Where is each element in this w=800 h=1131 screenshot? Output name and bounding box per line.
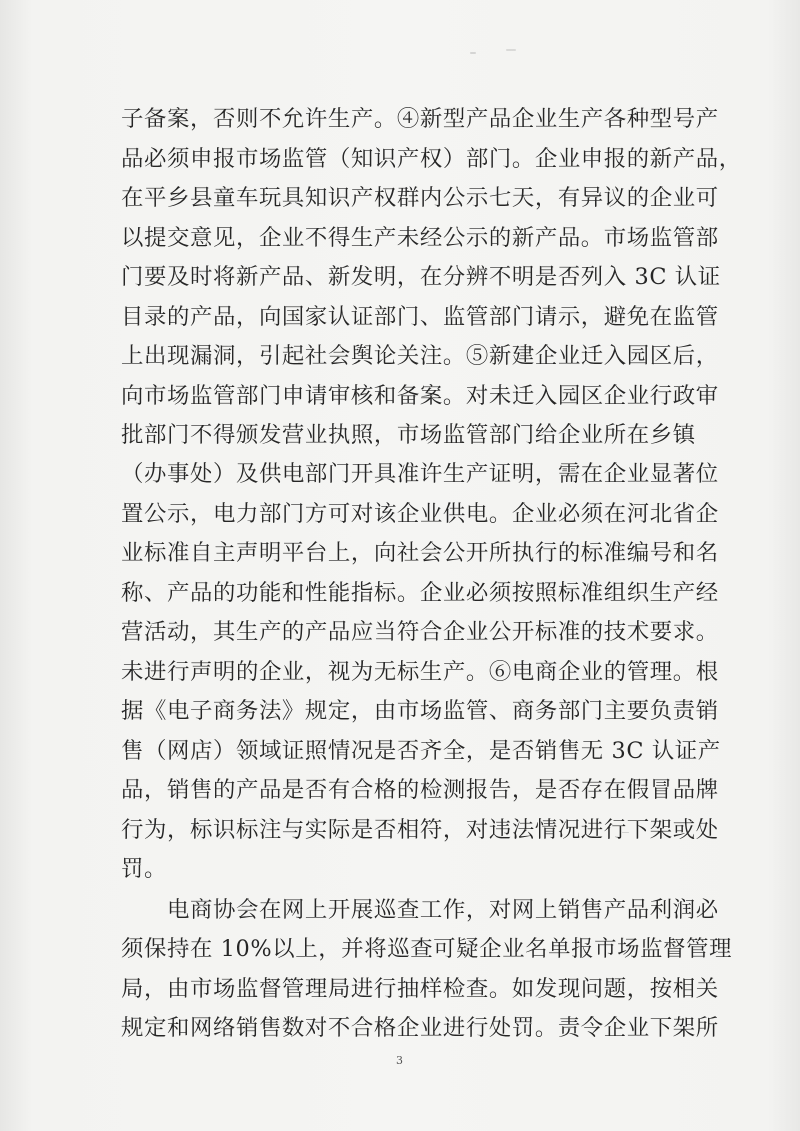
text-line: 门要及时将新产品、新发明，在分辨不明是否列入 3C 认证 — [121, 264, 721, 290]
text-line: 据《电子商务法》规定，由市场监管、商务部门主要负责销 — [121, 698, 719, 724]
text-line: 未进行声明的企业，视为无标生产。⑥电商企业的管理。根 — [121, 659, 719, 685]
text-line: 罚。 — [121, 856, 167, 882]
text-line: 局，由市场监督管理局进行抽样检查。如发现问题，按相关 — [121, 976, 719, 1002]
text-line: 电商协会在网上开展巡查工作，对网上销售产品利润必 — [121, 897, 719, 923]
text-line: 须保持在 10%以上，并将巡查可疑企业名单报市场监督管理 — [121, 936, 733, 962]
text-line: 在平乡县童车玩具知识产权群内公示七天，有异议的企业可 — [121, 185, 719, 211]
scan-speck — [470, 52, 476, 54]
text-line: 目录的产品，向国家认证部门、监管部门请示，避免在监管 — [121, 304, 719, 330]
page-number: 3 — [396, 1054, 403, 1067]
text-line: 行为，标识标注与实际是否相符，对违法情况进行下架或处 — [121, 817, 719, 843]
text-line: 称、产品的功能和性能指标。企业必须按照标准组织生产经 — [121, 580, 719, 606]
text-line: 向市场监管部门申请审核和备案。对未迁入园区企业行政审 — [121, 383, 719, 409]
text-line: 业标准自主声明平台上，向社会公开所执行的标准编号和名 — [121, 540, 719, 566]
text-line: 上出现漏洞，引起社会舆论关注。⑤新建企业迁入园区后， — [121, 343, 719, 369]
text-line: （办事处）及供电部门开具准许生产证明，需在企业显著位 — [121, 461, 719, 487]
text-line: 品必须申报市场监管（知识产权）部门。企业申报的新产品， — [121, 146, 742, 172]
text-line: 子备案，否则不允许生产。④新型产品企业生产各种型号产 — [121, 106, 719, 132]
text-line: 批部门不得颁发营业执照，市场监管部门给企业所在乡镇 — [121, 422, 696, 448]
text-line: 品，销售的产品是否有合格的检测报告，是否存在假冒品牌 — [121, 777, 719, 803]
text-line: 售（网店）领域证照情况是否齐全，是否销售无 3C 认证产 — [121, 738, 721, 764]
text-line: 置公示，电力部门方可对该企业供电。企业必须在河北省企 — [121, 501, 719, 527]
text-line: 以提交意见，企业不得生产未经公示的新产品。市场监管部 — [121, 225, 719, 251]
text-line: 规定和网络销售数对不合格企业进行处罚。责令企业下架所 — [121, 1015, 719, 1041]
text-line: 营活动，其生产的产品应当符合企业公开标准的技术要求。 — [121, 619, 719, 645]
scan-speck — [506, 49, 516, 51]
